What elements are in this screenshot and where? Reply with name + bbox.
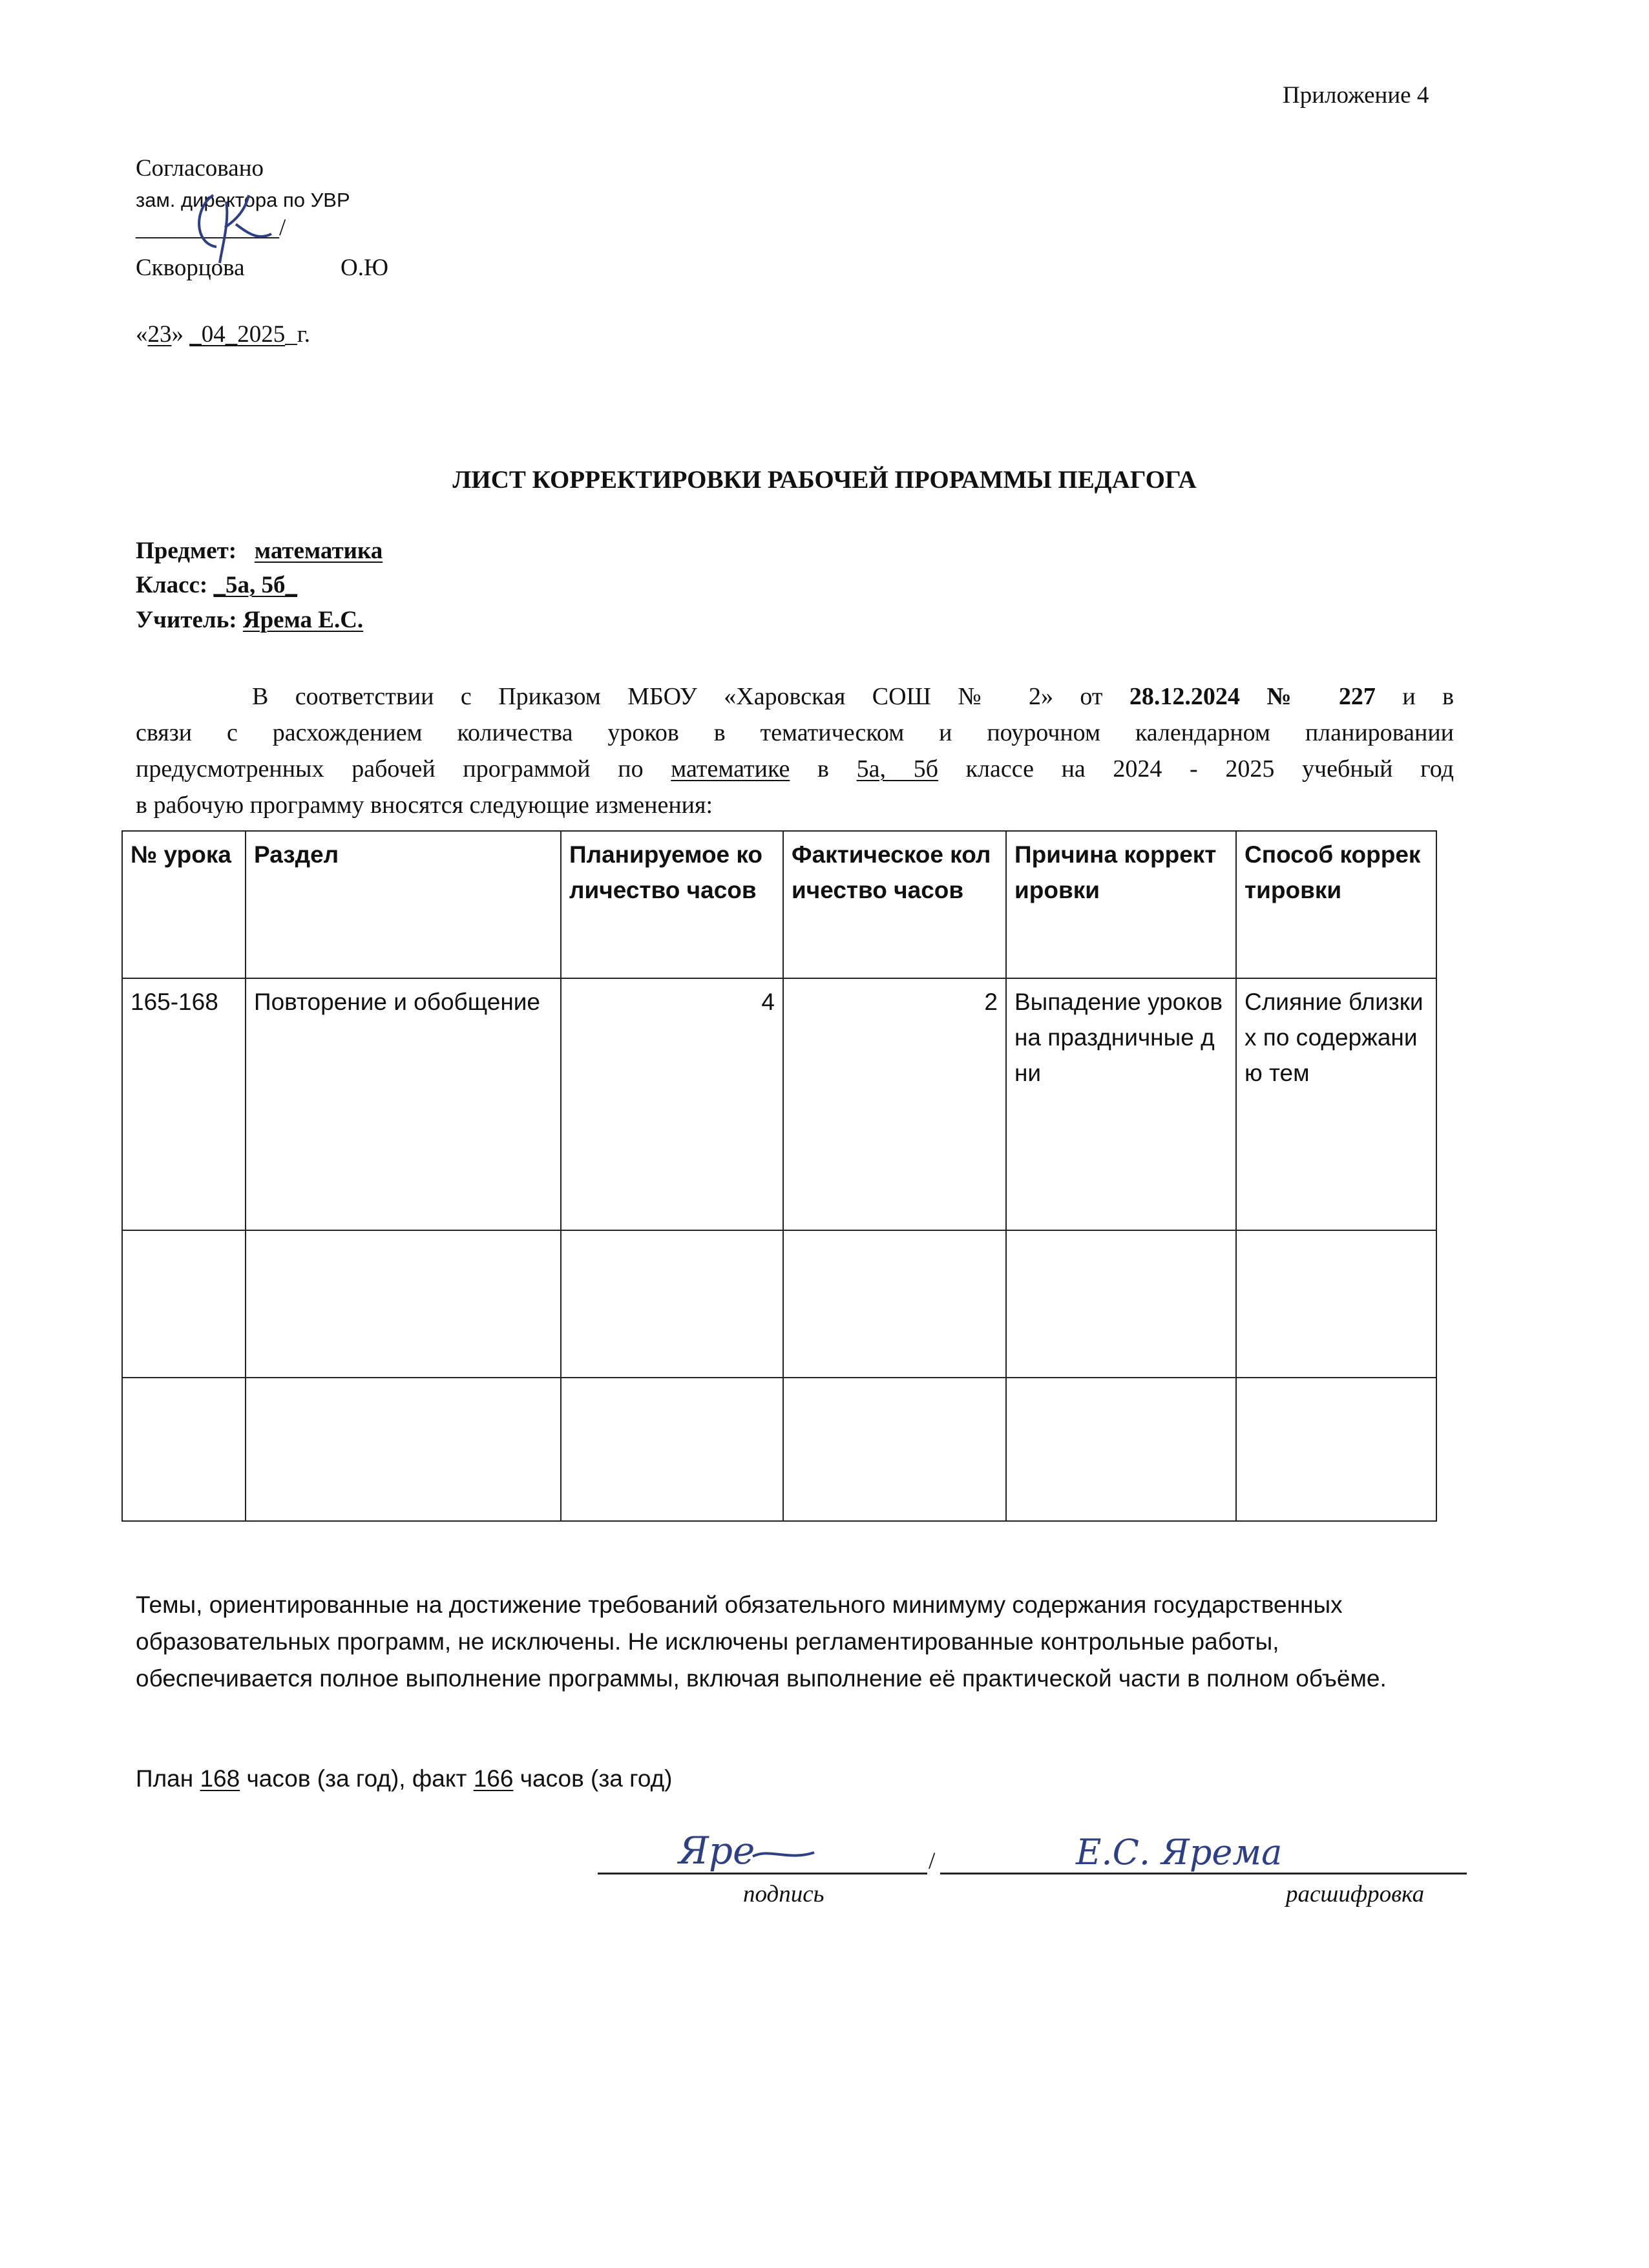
plan-fact-line: План 168 часов (за год), факт 166 часов (за год) xyxy=(136,1765,673,1792)
signature-caption: подпись xyxy=(743,1881,824,1907)
approver-surname: Скворцова xyxy=(136,255,245,281)
approval-date: «23» _04_2025_г. xyxy=(136,321,311,348)
approval-heading: Согласовано xyxy=(136,155,264,182)
signature-line xyxy=(598,1873,927,1874)
header-planned-hours: Планируемое количество часов xyxy=(561,831,783,978)
header-actual-hours: Фактическое количество часов xyxy=(783,831,1006,978)
signature-separator: / xyxy=(929,1848,936,1874)
document-title: ЛИСТ КОРРЕКТИРОВКИ РАБОЧЕЙ ПРОРАММЫ ПЕДАГОГА xyxy=(452,466,1197,494)
table-row: 165-168 Повторение и обобщение 4 2 Выпадение уроков на праздничные дни Слияние близких по содержанию тем xyxy=(122,978,1436,1230)
date-day: 23 xyxy=(147,321,172,348)
handwritten-name: Е.С. Ярема xyxy=(1076,1832,1283,1873)
actual-hours: 166 xyxy=(473,1765,514,1792)
approver-initials: О.Ю xyxy=(341,255,388,281)
subject-line: Предмет: математика xyxy=(136,538,383,564)
appendix-label: Приложение 4 xyxy=(1283,82,1429,109)
header-method: Способ корректировки xyxy=(1236,831,1436,978)
correction-paragraph: В соответствии с Приказом МБОУ «Харовская СОШ № 2» от 28.12.2024 № 227 и в связи с расхождением количества уроков в тематическом и поурочном календарном планировании предусмотренных рабочей программой по математике в 5а, 5б классе на 2024 - 2025 учебный год в рабочую программу вносятся следующие изменения: xyxy=(136,683,1455,819)
header-reason: Причина корректировки xyxy=(1006,831,1236,978)
table-row xyxy=(122,1378,1436,1521)
date-year: 2025 xyxy=(237,321,286,348)
approver-position: зам. директора по УВР xyxy=(136,189,350,211)
approval-signature-line: ____________/ xyxy=(136,215,286,241)
note-paragraph: Темы, ориентированные на достижение требований обязательного минимуму содержания государственных образовательных программ, не исключены. Не исключены регламентированные контрольные работы, обеспечивается полное выполнение программы, включая выполнение её практической части в полном объёме. xyxy=(136,1591,1387,1692)
name-line xyxy=(940,1873,1467,1874)
signature-tail xyxy=(750,1845,821,1864)
teacher-value: Ярема Е.С. xyxy=(242,607,364,633)
subject-value: математика xyxy=(254,538,383,564)
teacher-line: Учитель: Ярема Е.С. xyxy=(136,607,364,633)
table-header-row xyxy=(122,831,1436,978)
handwritten-signature: Яре xyxy=(678,1829,755,1873)
header-lesson-no: № урока xyxy=(122,831,246,978)
planned-hours: 168 xyxy=(200,1765,240,1792)
table-row xyxy=(122,1230,1436,1378)
header-section: Раздел xyxy=(246,831,561,978)
date-month: _04_ xyxy=(189,321,238,348)
name-caption: расшифровка xyxy=(1286,1881,1425,1907)
class-line: Класс: _5а, 5б_ xyxy=(136,572,298,598)
correction-table xyxy=(121,830,1437,1522)
class-value: _5а, 5б_ xyxy=(213,572,298,598)
